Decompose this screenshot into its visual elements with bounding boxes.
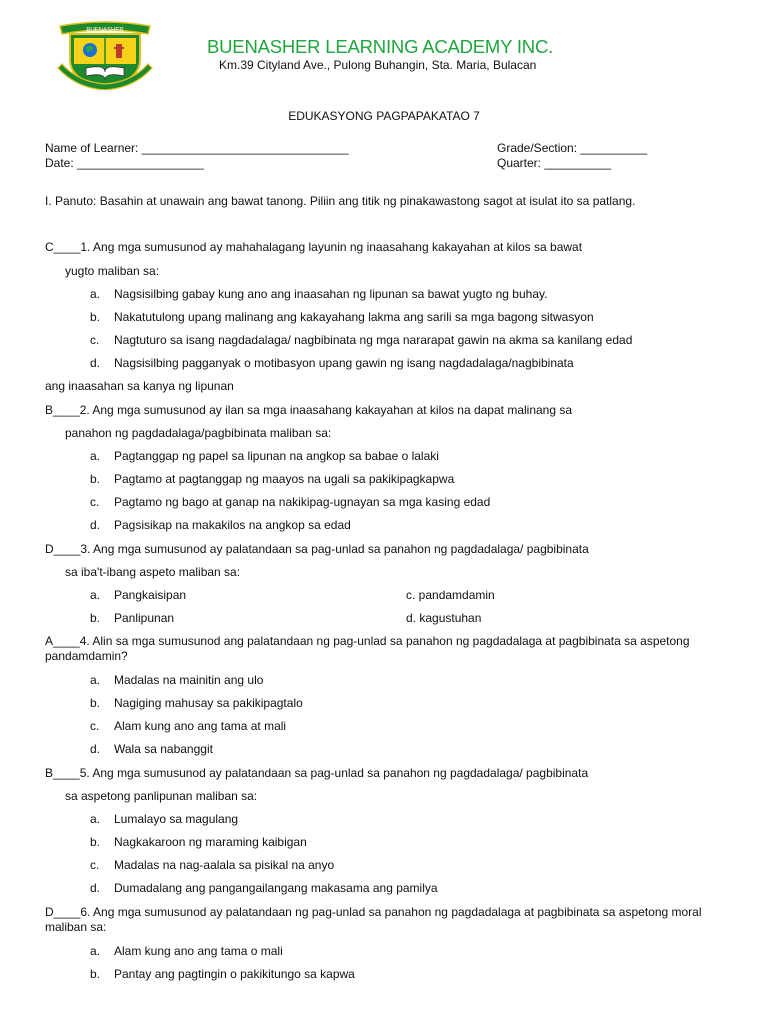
q2-option-d	[90, 518, 351, 532]
option-letter: a.	[90, 944, 101, 958]
option-text: Nagtuturo sa isang nagdadalaga/ nagbibinata ng mga nararapat gawin na akma sa kanilang edad	[114, 333, 633, 347]
question-4-line2: pandamdamin?	[45, 649, 128, 663]
option-text: Nagsisilbing pagganyak o motibasyon upang gawin ng isang nagdadalaga/nagbibinata	[114, 356, 574, 370]
quarter-field: Quarter: __________	[497, 156, 612, 170]
option-text: Nagkakaroon ng maraming kaibigan	[114, 835, 307, 849]
logo-top-text: BUENASHER	[86, 27, 124, 34]
q2-option-c	[90, 495, 490, 509]
option-text: Alam kung ano ang tama at mali	[114, 719, 287, 733]
option-letter: a.	[90, 287, 101, 301]
q6-option-a	[90, 944, 283, 958]
option-text: Dumadalang ang pangangailangang makasama ang pamilya	[114, 881, 438, 895]
option-letter: c.	[90, 333, 100, 347]
option-text: Pagsisikap na makakilos na angkop sa edad	[114, 518, 351, 532]
option-text: Pagtanggap ng papel sa lipunan na angkop sa babae o lalaki	[114, 449, 439, 463]
q1-option-d-continuation: ang inaasahan sa kanya ng lipunan	[45, 379, 234, 393]
q5-option-d	[90, 881, 438, 895]
question-5-line1: B____5. Ang mga sumusunod ay palatandaan sa pag-unlad sa panahon ng pagdadalaga/ pagbibinata	[45, 766, 589, 780]
option-text: Panlipunan	[114, 611, 175, 625]
q4-option-c	[90, 719, 286, 733]
q1-option-d	[90, 356, 574, 370]
option-text: Madalas na mainitin ang ulo	[114, 673, 264, 687]
q1-option-c	[90, 333, 632, 347]
subject-title: EDUKASYONG PAGPAPAKATAO 7	[288, 109, 480, 123]
question-3-line1: D____3. Ang mga sumusunod ay palatandaan sa pag-unlad sa panahon ng pagdadalaga/ pagbibinata	[45, 542, 589, 556]
option-letter: b.	[90, 835, 101, 849]
q3-option-d: d. kagustuhan	[406, 611, 482, 625]
option-letter: d.	[90, 742, 101, 756]
q3-option-b	[90, 611, 174, 625]
q3-option-c: c. pandamdamin	[406, 588, 495, 602]
date-field: Date: ___________________	[45, 156, 204, 170]
question-6-line1: D____6. Ang mga sumusunod ay palatandaan ng pag-unlad sa panahon ng pagdadalaga at pagbibinata sa aspetong moral	[45, 905, 702, 919]
option-text: Nagiging mahusay sa pakikipagtalo	[114, 696, 303, 710]
question-1-line2: yugto maliban sa:	[65, 264, 160, 278]
option-text: Pagtamo at pagtanggap ng maayos na ugali sa pakikipagkapwa	[114, 472, 455, 486]
question-2-line1: B____2. Ang mga sumusunod ay ilan sa mga inaasahang kakayahan at kilos na dapat malinang sa	[45, 403, 573, 417]
option-letter: b.	[90, 967, 101, 981]
q2-option-b	[90, 472, 454, 486]
q4-option-d	[90, 742, 213, 756]
question-2-line2: panahon ng pagdadalaga/pagbibinata maliban sa:	[65, 426, 332, 440]
question-4-line1: A____4. Alin sa mga sumusunod ang palatandaan ng pag-unlad sa panahon ng pagdadalaga at pagbibinata sa aspetong	[45, 634, 690, 648]
q3-option-a	[90, 588, 186, 602]
option-text: Wala sa nabanggit	[114, 742, 213, 756]
option-letter: b.	[90, 472, 101, 486]
q6-option-b	[90, 967, 355, 981]
q1-option-a	[90, 287, 547, 301]
option-letter: b.	[90, 611, 101, 625]
option-text: Lumalayo sa magulang	[114, 812, 239, 826]
option-letter: a.	[90, 449, 101, 463]
question-1-line1: C____1. Ang mga sumusunod ay mahahalagang layunin ng inaasahang kakayahan at kilos sa bawat	[45, 240, 583, 254]
option-letter: a.	[90, 588, 101, 602]
option-letter: d.	[90, 518, 101, 532]
option-text: Pangkaisipan	[114, 588, 187, 602]
option-letter: c.	[90, 719, 100, 733]
q1-option-b	[90, 310, 594, 324]
question-6-line2: maliban sa:	[45, 920, 107, 934]
option-letter: d.	[90, 881, 101, 895]
option-letter: d.	[90, 356, 101, 370]
question-5-line2: sa aspetong panlipunan maliban sa:	[65, 789, 258, 803]
q5-option-c	[90, 858, 334, 872]
option-text: Pantay ang pagtingin o pakikitungo sa kapwa	[114, 967, 355, 981]
option-letter: b.	[90, 696, 101, 710]
q2-option-a	[90, 449, 439, 463]
question-3-line2: sa iba't-ibang aspeto maliban sa:	[65, 565, 241, 579]
name-of-learner-field: Name of Learner: _______________________________	[45, 141, 349, 155]
option-text: Alam kung ano ang tama o mali	[114, 944, 283, 958]
option-letter: c.	[90, 858, 100, 872]
option-text: Pagtamo ng bago at ganap na nakikipag-ugnayan sa mga kasing edad	[114, 495, 491, 509]
q4-option-a	[90, 673, 263, 687]
instructions: I. Panuto: Basahin at unawain ang bawat tanong. Piliin ang titik ng pinakawastong sagot at isulat ito sa patlang.	[45, 194, 636, 208]
option-text: Nagsisilbing gabay kung ano ang inaasahan ng lipunan sa bawat yugto ng buhay.	[114, 287, 548, 301]
option-letter: b.	[90, 310, 101, 324]
school-name: BUENASHER LEARNING ACADEMY INC.	[207, 36, 554, 57]
q5-option-a	[90, 812, 238, 826]
q5-option-b	[90, 835, 307, 849]
grade-section-field: Grade/Section: __________	[497, 141, 648, 155]
school-address: Km.39 Cityland Ave., Pulong Buhangin, Sta. Maria, Bulacan	[219, 58, 537, 72]
q4-option-b	[90, 696, 303, 710]
option-letter: a.	[90, 673, 101, 687]
school-logo	[56, 20, 154, 90]
option-letter: a.	[90, 812, 101, 826]
option-text: Nakatutulong upang malinang ang kakayahang lakma ang sarili sa mga bagong sitwasyon	[114, 310, 594, 324]
option-text: Madalas na nag-aalala sa pisikal na anyo	[114, 858, 335, 872]
option-letter: c.	[90, 495, 100, 509]
